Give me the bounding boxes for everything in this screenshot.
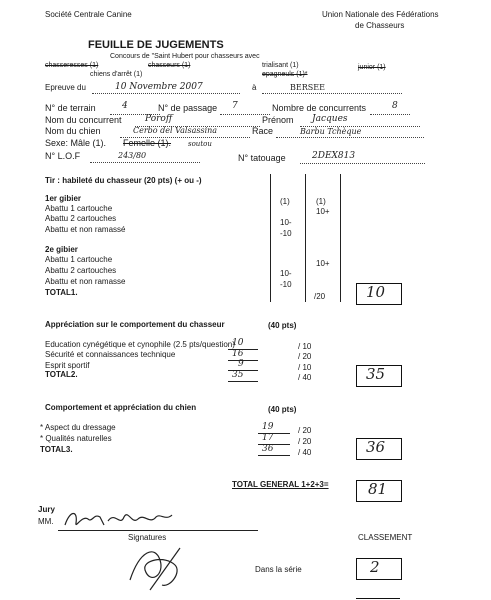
chasseur-item-1-max: / 10 <box>298 342 312 351</box>
tir-total-max: /20 <box>314 292 326 301</box>
gibier1-item-3: Abattu et non ramassé <box>45 225 126 234</box>
tatouage-line <box>300 163 425 164</box>
tatouage-value: 2DEX813 <box>312 151 356 161</box>
chien-item-1-max: / 20 <box>298 426 312 435</box>
nom-concurrent-label: Nom du concurrent <box>45 115 122 125</box>
nom-concurrent-value: Poroff <box>145 114 173 124</box>
terrain-value: 4 <box>122 101 128 111</box>
race-label: Race <box>252 126 274 136</box>
tir-column-divider-3 <box>340 174 341 302</box>
gibier2-col2-1: 10+ <box>316 259 330 268</box>
gibier2-item-3: Abattu et non ramasse <box>45 277 126 286</box>
total-general-value: 81 <box>368 480 388 498</box>
second-signature <box>120 540 200 595</box>
gibier2-item-1: Abattu 1 cartouche <box>45 255 113 264</box>
jury-label: Jury <box>38 505 55 514</box>
gibier1-title: 1er gibier <box>45 194 82 203</box>
option-chasseresses: chasseresses (1) <box>45 62 99 69</box>
dans-serie-label: Dans la série <box>255 565 302 574</box>
lof-label: N° L.O.F <box>45 151 81 161</box>
nom-chien-value: Cerbo del Valsassina <box>133 126 218 135</box>
classement-value: 2 <box>370 558 380 576</box>
gibier1-col2-1: (1) <box>316 197 326 206</box>
gibier1-col1-1: (1) <box>280 197 290 206</box>
chasseur-item-1-label: Education cynégétique et cynophile (2.5 pts/question) <box>45 340 235 349</box>
option-trialisant: trialisant (1) <box>262 62 299 69</box>
signatures-label: Signatures <box>128 533 167 542</box>
concurrents-value: 8 <box>392 101 398 111</box>
chien-item-2-max: / 20 <box>298 437 312 446</box>
chasseur-item-3-label: Esprit sportif <box>45 361 90 370</box>
gibier2-item-2: Abattu 2 cartouches <box>45 266 117 275</box>
chasseur-item-2-label: Sécurité et connaissances technique <box>45 350 176 359</box>
chien-item-2-value: 17 <box>262 433 274 443</box>
chasseur-item-3-max: / 10 <box>298 363 312 372</box>
lof-line <box>90 162 200 163</box>
chien-item-1-value: 19 <box>262 422 274 432</box>
total-general-label: TOTAL GENERAL 1+2+3= <box>232 480 329 489</box>
gibier2-col1-2: -10 <box>280 280 292 289</box>
terrain-label: N° de terrain <box>45 103 96 113</box>
epreuve-date-value: 10 Novembre 2007 <box>115 82 203 92</box>
tir-total-value: 10 <box>366 283 386 301</box>
sexe-value: soutou <box>188 140 212 148</box>
chasseur-item-1-value: 10 <box>232 338 244 348</box>
prenom-label: Prénom <box>262 115 294 125</box>
mm-label: MM. <box>38 517 54 526</box>
chasseur-total-value: 35 <box>366 365 386 383</box>
chien-item-3-max: / 40 <box>298 448 312 457</box>
tir-heading: Tir : habileté du chasseur (20 pts) (+ ou -) <box>45 176 202 185</box>
epreuve-place-line <box>262 93 402 94</box>
passage-value: 7 <box>232 101 238 111</box>
tatouage-label: N° tatouage <box>238 153 286 163</box>
chasseur-item-4-line <box>228 381 258 382</box>
tir-total-label: TOTAL1. <box>45 288 78 297</box>
gibier1-item-1: Abattu 1 cartouche <box>45 204 113 213</box>
next-box-edge <box>356 598 400 599</box>
chien-item-3-label: TOTAL3. <box>40 445 73 454</box>
chasseur-item-3-value: 9 <box>238 359 244 369</box>
gibier2-title: 2e gibier <box>45 245 78 254</box>
chasseur-item-2-max: / 20 <box>298 352 312 361</box>
epreuve-date-line <box>92 93 240 94</box>
document-title: FEUILLE DE JUGEMENTS <box>88 39 224 51</box>
gibier1-col1-2: 10- <box>280 218 292 227</box>
passage-label: N° de passage <box>158 103 218 113</box>
chien-item-3-line <box>258 455 290 456</box>
lof-value: 243/80 <box>118 151 147 160</box>
race-value: Barbu Tchèque <box>300 127 362 136</box>
epreuve-a-label: à <box>252 83 257 92</box>
chasseur-item-4-label: TOTAL2. <box>45 370 78 379</box>
chien-total-value: 36 <box>366 438 386 456</box>
chasseur-heading: Appréciation sur le comportement du chasseur <box>45 320 225 329</box>
chien-heading: Comportement et appréciation du chien <box>45 403 197 412</box>
femelle-option: Femelle (1). <box>123 138 172 148</box>
chien-item-1-label: * Aspect du dressage <box>40 423 116 432</box>
tir-column-divider-2 <box>305 174 306 302</box>
chien-pts: (40 pts) <box>268 405 297 414</box>
race-line <box>276 137 424 138</box>
chien-item-2-label: * Qualités naturelles <box>40 434 112 443</box>
gibier1-item-2: Abattu 2 cartouches <box>45 214 117 223</box>
prenom-value: Jacques <box>312 114 348 124</box>
concurrents-label: Nombre de concurrents <box>272 103 367 113</box>
option-chiens-arret: chiens d'arrêt (1) <box>90 71 143 78</box>
gibier1-col1-3: -10 <box>280 229 292 238</box>
left-organization: Société Centrale Canine <box>45 10 132 19</box>
chasseur-item-4-max: / 40 <box>298 373 312 382</box>
nom-chien-label: Nom du chien <box>45 126 101 136</box>
concurrents-line <box>370 114 410 115</box>
right-organization-line2: de Chasseurs <box>355 21 405 30</box>
right-organization-line1: Union Nationale des Fédérations <box>322 10 439 19</box>
option-chasseurs: chasseurs (1) <box>148 62 191 69</box>
option-junior: junior (1) <box>358 64 386 71</box>
title-subtitle: Concours de "Saint Hubert pour chasseurs avec <box>110 53 260 60</box>
chasseur-pts: (40 pts) <box>268 321 297 330</box>
chien-item-3-value: 36 <box>262 444 274 454</box>
jury-signature <box>60 505 180 533</box>
chasseur-item-2-value: 16 <box>232 349 244 359</box>
gibier2-col1-1: 10- <box>280 269 292 278</box>
tir-column-divider-1 <box>270 174 271 302</box>
epreuve-label: Epreuve du <box>45 83 86 92</box>
classement-label: CLASSEMENT <box>358 533 413 542</box>
gibier1-col2-2: 10+ <box>316 207 330 216</box>
sexe-label: Sexe: Mâle (1). <box>45 138 107 148</box>
chasseur-item-4-value: 35 <box>232 370 244 380</box>
epreuve-place-value: BERSEE <box>290 83 325 92</box>
option-epagneuls: epagneuls (1)* <box>262 71 308 78</box>
